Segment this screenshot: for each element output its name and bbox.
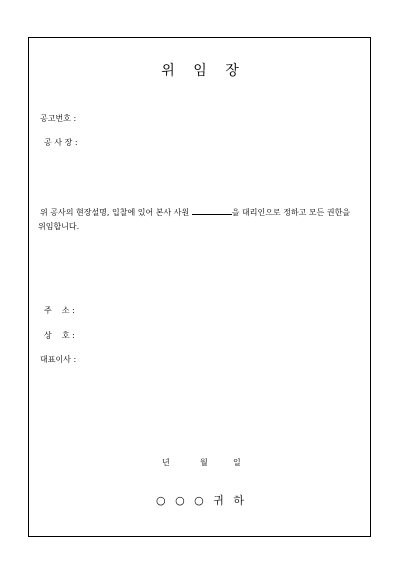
delegation-statement: [40, 206, 370, 218]
day-label: 일: [233, 458, 241, 467]
ceo-label: 대표이사 :: [40, 355, 77, 364]
company-name-label: 상 호 :: [44, 331, 75, 340]
notice-number-label: 공고번호 :: [40, 114, 77, 123]
project-name-label: 공 사 장 :: [44, 138, 78, 147]
delegation-statement-line2: 위임합니다.: [38, 222, 80, 231]
month-label: 월: [200, 458, 208, 467]
agent-name-blank: [192, 206, 232, 215]
delegation-statement-part1: 위 공사의 현장설명, 입찰에 있어 본사 사원: [40, 208, 190, 217]
year-label: 년: [162, 458, 170, 467]
delegation-statement-part2: 을 대리인으로 정하고 모든 권한을: [231, 208, 351, 217]
recipient-line: ○ ○ ○ 귀 하: [155, 494, 248, 507]
document-title: 위 임 장: [161, 63, 246, 79]
address-label: 주 소 :: [44, 306, 75, 315]
